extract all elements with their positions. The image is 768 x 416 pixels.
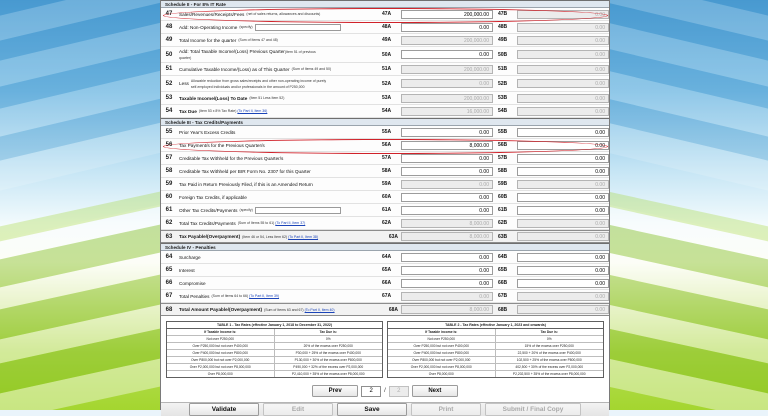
amount-input-55b[interactable]: 0.00 (517, 128, 609, 137)
table-1-row-income: Over P8,000,000 (167, 371, 275, 377)
row-label-link[interactable]: (To Part II, Item 36) (237, 109, 268, 113)
row-number: 51 (165, 66, 173, 72)
field-code-a: 51A (382, 66, 392, 72)
amount-input-59b[interactable]: 0.00 (517, 180, 609, 189)
amount-input-67a[interactable]: 0.00 (401, 292, 493, 301)
row-label-main: Prior Year's Excess Credits (179, 129, 236, 135)
row-label (177, 304, 375, 315)
row-label-sub: (specify) (239, 208, 253, 212)
field-code-a: 68A (388, 306, 398, 313)
amount-input-52b[interactable]: 0.00 (517, 79, 609, 88)
row-label (177, 152, 381, 164)
amount-input-65b[interactable]: 0.00 (517, 266, 609, 275)
row-label (177, 76, 381, 91)
row-label (177, 8, 381, 20)
field-code-a: 52A (382, 80, 392, 87)
table-row (161, 178, 609, 191)
table-row (161, 139, 609, 152)
section-header-schedule-2: Schedule II - For 8% IT Rate (161, 0, 609, 8)
amount-input-49b[interactable]: 0.00 (517, 36, 609, 45)
table-2-row-tax: 15% of the excess over P250,000 (524, 344, 574, 348)
schedule-4-rows (161, 251, 609, 316)
table-2-row-income: Over P2,000,000 but not over P8,000,000 (388, 364, 496, 370)
row-label-main: Total Tax Credits/Payments (179, 220, 236, 226)
table-row (161, 34, 609, 47)
field-code-b: 58B (498, 168, 508, 174)
row-label-lead: Less (179, 81, 189, 86)
amount-input-58b[interactable]: 0.00 (517, 167, 609, 176)
table-1-row-tax: P2,410,000 + 35% of the excess over P8,000,000 (291, 372, 365, 376)
field-code-b: 50B (498, 51, 508, 58)
field-code-a: 54A (382, 108, 392, 114)
amount-input-64a[interactable]: 0.00 (401, 253, 493, 262)
row-label-sub: (Sum of Items 55 to 61) (237, 221, 275, 225)
section-header-schedule-4: Schedule IV - Penalties (161, 243, 609, 251)
table-1-row-tax: 20% of the excess over P250,000 (303, 344, 353, 348)
field-code-b: 54B (498, 108, 508, 114)
field-code-b: 55B (498, 129, 508, 135)
amount-input-65a[interactable]: 0.00 (401, 266, 493, 275)
table-2-row-tax: P2,202,500 + 35% of the excess over P8,000,000 (512, 372, 586, 376)
row-label (177, 63, 381, 75)
amount-input-64b[interactable]: 0.00 (517, 253, 609, 262)
row-label (177, 178, 381, 190)
row-label (177, 290, 381, 302)
table-row (161, 217, 609, 230)
amount-input-50b[interactable]: 0.00 (517, 50, 609, 59)
edit-button[interactable]: Edit (263, 403, 333, 416)
action-button-bar (161, 402, 609, 416)
row-number: 61 (165, 207, 173, 213)
field-code-b: 62B (498, 220, 508, 226)
page-separator: / (384, 388, 386, 394)
table-row (161, 76, 609, 92)
row-label-sub2: quarter) (179, 55, 192, 60)
row-number: 68 (165, 306, 173, 313)
table-1-row-tax: P130,000 + 30% of the excess over P800,000 (294, 358, 362, 362)
amount-input-54b[interactable]: 0.00 (517, 107, 609, 116)
row-label (177, 92, 381, 104)
amount-input-60b[interactable]: 0.00 (517, 193, 609, 202)
next-page-button[interactable]: Next (412, 385, 458, 397)
table-row (161, 63, 609, 76)
row-number: 49 (165, 37, 173, 43)
row-number: 48 (165, 24, 173, 30)
row-label (177, 217, 381, 229)
row-number: 60 (165, 194, 173, 200)
tax-rate-table-2 (387, 321, 604, 378)
amount-input-57b[interactable]: 0.00 (517, 154, 609, 163)
table-2-row-income: Over P400,000 but not over P800,000 (388, 350, 496, 356)
table-2-row (388, 350, 603, 357)
table-1-row-income: Not over P250,000 (167, 336, 275, 342)
field-code-b: 49B (498, 37, 508, 43)
table-row (161, 126, 609, 139)
amount-input-47a[interactable]: 200,000.00 (401, 10, 493, 19)
row-label-main: Interest (179, 267, 195, 273)
row-label-main: Add: Non-Operating Income (179, 24, 238, 30)
amount-input-48a[interactable]: 0.00 (401, 23, 493, 32)
field-code-a: 48A (382, 24, 392, 30)
row-label-main: Tax Paid in Return Previously Filed, if this is an Amended Return (179, 181, 313, 187)
field-code-b: 53B (498, 95, 508, 101)
row-label (177, 139, 381, 151)
field-code-a: 58A (382, 168, 392, 174)
amount-input-62b[interactable]: 0.00 (517, 219, 609, 228)
row-label (177, 264, 381, 276)
amount-input-61a[interactable]: 0.00 (401, 206, 493, 215)
table-2-header-col1: If Taxable income is: (388, 329, 496, 335)
row-number: 50 (165, 51, 173, 58)
print-button[interactable]: Print (411, 403, 481, 416)
row-label (177, 231, 375, 242)
field-code-a: 49A (382, 37, 392, 43)
amount-input-55a[interactable]: 0.00 (401, 128, 493, 137)
row-label (177, 204, 381, 216)
row-label (177, 47, 381, 62)
amount-input-58a[interactable]: 0.00 (401, 167, 493, 176)
row-label-sub: (Item 53 x 8% Tax Rate) (198, 109, 237, 113)
table-row (161, 92, 609, 105)
schedule-3-rows (161, 126, 609, 243)
row-label (177, 126, 381, 138)
table-1-row (167, 343, 382, 350)
row-number: 59 (165, 181, 173, 187)
amount-input-56b[interactable]: 0.00 (517, 141, 609, 150)
table-row (161, 230, 609, 243)
row-label-link[interactable]: (To Part II, Item 37) (275, 221, 306, 225)
field-code-b: 51B (498, 66, 508, 72)
amount-input-49a[interactable]: 200,000.00 (401, 36, 493, 45)
row-label-main: Total Amount Payable/(Overpayment) (179, 307, 263, 312)
table-1-row (167, 336, 382, 343)
row-label-main: Add: Total Taxable Income/(Loss) Previous Quarter (179, 48, 285, 54)
table-2-row (388, 336, 603, 343)
row-label-sub: (Item 51 of previous (284, 49, 316, 54)
row-label-main: Surcharge (179, 254, 201, 260)
field-code-a: 59A (382, 181, 392, 187)
table-1-title: TABLE 1 - Tax Rates (effective January 1, 2018 to December 31, 2022) (167, 322, 382, 329)
table-2-row (388, 371, 603, 377)
amount-input-61b[interactable]: 0.00 (517, 206, 609, 215)
specify-text-input-61[interactable] (255, 207, 341, 214)
row-label-main: Cumulative Taxable Income/(Loss) as of This Quarter (179, 66, 290, 72)
tax-form-window (160, 0, 610, 413)
amount-input-56a[interactable]: 8,000.00 (401, 141, 493, 150)
row-label-sub: Allowable reduction from gross sales/receipts and other non-operating income of purely (190, 78, 327, 83)
field-code-b: 67B (498, 293, 508, 299)
row-label-main: Total Penalties (179, 293, 210, 299)
table-1-row-tax: P490,000 + 32% of the excess over P2,000,000 (293, 365, 364, 369)
row-number: 53 (165, 95, 173, 101)
field-code-a: 61A (382, 207, 392, 213)
table-1-header-col2: Tax Due is: (319, 330, 337, 334)
table-2-row-tax: 0% (546, 337, 552, 341)
table-row (161, 277, 609, 290)
validate-button[interactable]: Validate (189, 403, 259, 416)
specify-text-input-48[interactable] (255, 24, 341, 31)
table-2-row (388, 357, 603, 364)
table-2-row-tax: 102,500 + 25% of the excess over P800,000 (516, 358, 582, 362)
amount-input-54a[interactable]: 16,000.00 (401, 107, 493, 116)
row-number: 65 (165, 267, 173, 273)
field-code-a: 56A (382, 142, 392, 148)
table-row (161, 264, 609, 277)
row-label-main: Total Income for the quarter (179, 37, 237, 43)
row-label (177, 251, 381, 263)
table-row (161, 105, 609, 118)
row-label (177, 191, 381, 203)
table-2-row (388, 364, 603, 371)
row-label-sub: (net of sales returns, allowances and discounts) (246, 12, 321, 16)
row-number: 52 (165, 80, 173, 87)
field-code-b: 47B (498, 11, 508, 17)
table-2-row-income: Over P8,000,000 (388, 371, 496, 377)
table-1-row-income: Over P800,000 but not over P2,000,000 (167, 357, 275, 363)
row-label-main: Other Tax Credits/Payments (179, 207, 238, 213)
submit-final-copy-button[interactable]: Submit / Final Copy (485, 403, 581, 416)
field-code-b: 59B (498, 181, 508, 187)
amount-input-66b[interactable]: 0.00 (517, 279, 609, 288)
table-1-row-tax: 0% (325, 337, 331, 341)
table-1-row-income: Over P400,000 but not over P800,000 (167, 350, 275, 356)
row-number: 62 (165, 220, 173, 226)
amount-input-51a[interactable]: 200,000.00 (401, 65, 493, 74)
amount-input-68a[interactable]: 8,000.00 (401, 305, 493, 314)
table-2-row-income: Not over P250,000 (388, 336, 496, 342)
table-row (161, 165, 609, 178)
field-code-b: 65B (498, 267, 508, 273)
row-number: 54 (165, 108, 173, 114)
row-label (177, 105, 381, 117)
amount-input-63b[interactable]: 0.00 (517, 232, 609, 241)
table-1-row (167, 371, 382, 377)
row-number: 57 (165, 155, 173, 161)
table-row (161, 303, 609, 316)
row-label-main: Creditable Tax Withheld for the Previous Quarter/s (179, 155, 284, 161)
amount-input-62a[interactable]: 8,000.00 (401, 219, 493, 228)
table-row (161, 204, 609, 217)
amount-input-52a[interactable]: 0.00 (401, 79, 493, 88)
schedule-2-rows (161, 8, 609, 118)
field-code-b: 48B (498, 24, 508, 30)
table-1-row-income: Over P2,000,000 but not over P8,000,000 (167, 364, 275, 370)
amount-input-51b[interactable]: 0.00 (517, 65, 609, 74)
row-label-link[interactable]: (To Part II, Item 39) (249, 294, 280, 298)
table-row (161, 290, 609, 303)
table-1-header-row (167, 329, 382, 336)
amount-input-48b[interactable]: 0.00 (517, 23, 609, 32)
row-label-sub: (Sum of Items 47 and 48) (238, 38, 278, 42)
field-code-b: 57B (498, 155, 508, 161)
current-page-input[interactable]: 2 (361, 386, 381, 397)
table-row (161, 47, 609, 63)
field-code-a: 63A (388, 233, 398, 240)
row-label-sub: (Sum of Items 49 and 50) (291, 67, 332, 71)
row-label-link[interactable]: (To Part II, Item 40) (304, 307, 335, 312)
row-number: 63 (165, 233, 173, 240)
row-number: 58 (165, 168, 173, 174)
row-number: 67 (165, 293, 173, 299)
table-2-title: TABLE 2 - Tax Rates (effective January 1, 2023 and onwards) (388, 322, 603, 329)
row-label-main: Creditable Tax Withheld per BIR Form No. 2307 for this Quarter (179, 168, 311, 174)
row-number: 47 (165, 11, 173, 17)
row-number: 66 (165, 280, 173, 286)
amount-input-53a[interactable]: 200,000.00 (401, 94, 493, 103)
field-code-b: 61B (498, 207, 508, 213)
amount-input-50a[interactable]: 0.00 (401, 50, 493, 59)
amount-input-59a[interactable]: 0.00 (401, 180, 493, 189)
row-label (177, 165, 381, 177)
amount-input-67b[interactable]: 0.00 (517, 292, 609, 301)
field-code-a: 55A (382, 129, 392, 135)
field-code-a: 65A (382, 267, 392, 273)
row-number: 64 (165, 254, 173, 260)
field-code-a: 66A (382, 280, 392, 286)
table-2-row-income: Over P250,000 but not over P400,000 (388, 343, 496, 349)
field-code-b: 64B (498, 254, 508, 260)
field-code-b: 56B (498, 142, 508, 148)
amount-input-68b[interactable]: 0.00 (517, 305, 609, 314)
amount-input-47b[interactable]: 0.00 (517, 10, 609, 19)
table-2-row-tax: 402,500 + 30% of the excess over P2,000,000 (515, 365, 584, 369)
table-2-header-row (388, 329, 603, 336)
row-label-main: Tax Payment/s for the Previous Quarter/s (179, 142, 265, 148)
amount-input-66a[interactable]: 0.00 (401, 279, 493, 288)
row-number: 56 (165, 142, 173, 148)
prev-page-button[interactable]: Prev (312, 385, 358, 397)
table-2-row-income: Over P800,000 but not over P2,000,000 (388, 357, 496, 363)
field-code-b: 63B (498, 233, 508, 240)
row-label-sub2: self-employed individuals and/or professionals in the amount of P250,000 (190, 84, 305, 89)
row-label (177, 34, 381, 46)
row-label-sub: (Sum of Items 63 and 67) (264, 307, 304, 312)
table-row (161, 21, 609, 34)
save-button[interactable]: Save (337, 403, 407, 416)
field-code-a: 67A (382, 293, 392, 299)
table-2-header-col2: Tax Due is: (540, 330, 558, 334)
table-1-row-income: Over P250,000 but not over P400,000 (167, 343, 275, 349)
table-1-header-col1: If Taxable Income is: (167, 329, 275, 335)
table-row (161, 152, 609, 165)
field-code-b: 68B (498, 306, 508, 313)
table-row (161, 191, 609, 204)
tax-rate-tables (161, 316, 609, 378)
field-code-b: 60B (498, 194, 508, 200)
row-label (177, 277, 381, 289)
tax-rate-table-1 (166, 321, 383, 378)
field-code-a: 57A (382, 155, 392, 161)
amount-input-57a[interactable]: 0.00 (401, 154, 493, 163)
table-1-row (167, 350, 382, 357)
amount-input-63a[interactable]: 8,000.00 (401, 232, 493, 241)
section-header-schedule-3: Schedule III - Tax Credits/Payments (161, 118, 609, 126)
row-label-main: Foreign Tax Credits, if applicable (179, 194, 247, 200)
field-code-a: 53A (382, 95, 392, 101)
row-label-main: Tax Payable/(Overpayment) (179, 234, 241, 239)
amount-input-53b[interactable]: 0.00 (517, 94, 609, 103)
row-label-sub: (Item 46 or 54, Less Item 62) (242, 234, 288, 239)
field-code-b: 52B (498, 80, 508, 87)
table-row (161, 8, 609, 21)
row-label-main: Tax Due (179, 108, 197, 114)
amount-input-60a[interactable]: 0.00 (401, 193, 493, 202)
table-1-row (167, 357, 382, 364)
row-label-main: Taxable Income/(Loss) To Date (179, 95, 248, 101)
table-row (161, 251, 609, 264)
row-label-sub: (specify) (239, 25, 253, 29)
table-2-row (388, 343, 603, 350)
row-label-sub: (Item 51 Less Item 52) (249, 96, 285, 100)
field-code-a: 50A (382, 51, 392, 58)
field-code-a: 62A (382, 220, 392, 226)
row-label-sub: (Sum of Items 64 to 66) (211, 294, 249, 298)
table-2-row-tax: 22,500 + 20% of the excess over P400,000 (517, 351, 581, 355)
table-1-row-tax: P30,000 + 25% of the excess over P400,000 (295, 351, 361, 355)
row-label-main: Sales/Revenues/Receipts/Fees (179, 11, 245, 17)
row-label-link[interactable]: (To Part II, Item 38) (288, 234, 319, 239)
field-code-b: 66B (498, 280, 508, 286)
field-code-a: 47A (382, 11, 392, 17)
row-label (177, 21, 381, 33)
row-label-main: Compromise (179, 280, 206, 286)
row-number: 55 (165, 129, 173, 135)
field-code-a: 64A (382, 254, 392, 260)
total-pages-display: 2 (389, 386, 409, 397)
field-code-a: 60A (382, 194, 392, 200)
form-body (161, 0, 609, 402)
table-1-row (167, 364, 382, 371)
pagination-controls (161, 378, 609, 402)
